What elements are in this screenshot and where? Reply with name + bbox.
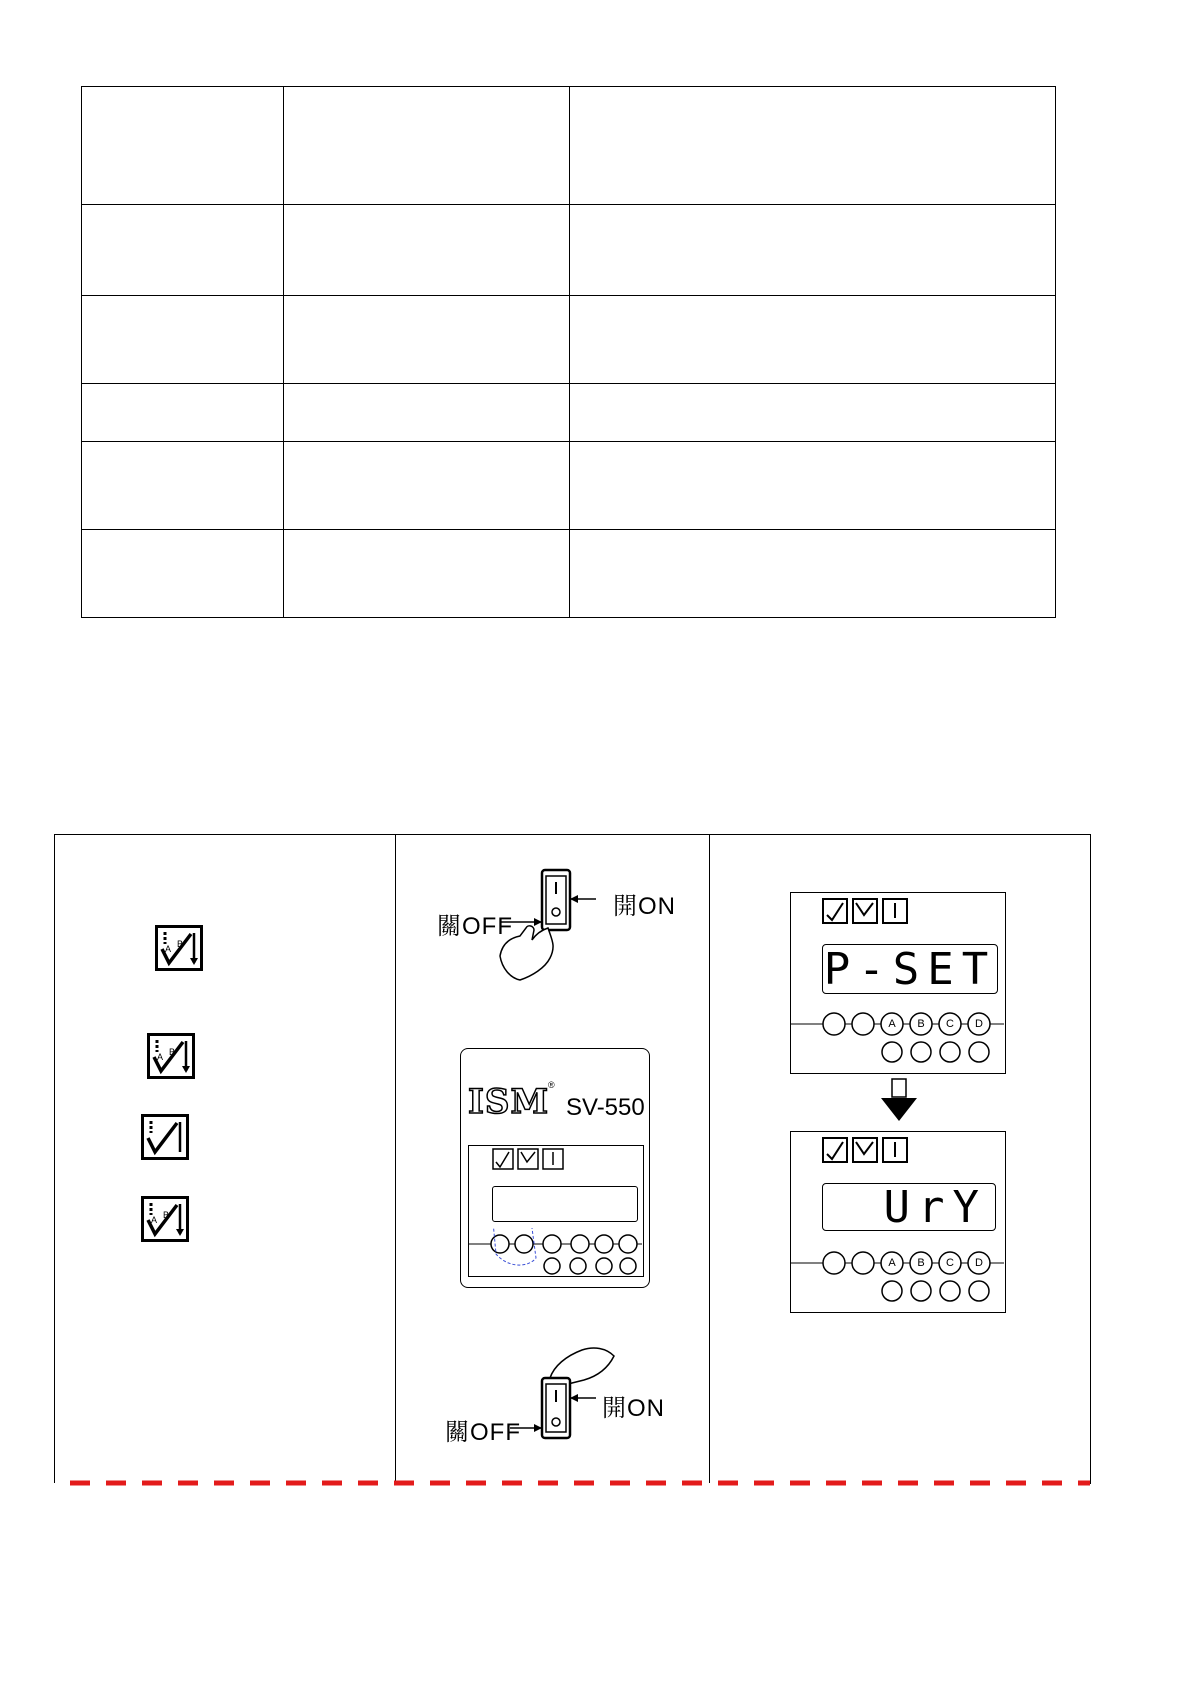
table-cell [82,384,284,442]
pattern-label-a: A [157,1052,164,1062]
table-cell [570,384,1056,442]
switch-on-label: 開ON [613,893,676,920]
mode-key-icons [822,1137,908,1163]
lcd-display [822,944,998,994]
table-row [82,442,1056,530]
table-cell [82,205,284,296]
table-cell [570,205,1056,296]
table-cell [284,442,570,530]
table-row [82,296,1056,384]
brand-logo: ISM [468,1082,550,1122]
table-row [82,87,1056,205]
pattern-icon [155,925,203,971]
mode-key-icons [492,1148,566,1170]
switch-off-label: 關OFF [437,913,513,940]
empty-table [81,86,1056,618]
pattern-label-b: B [169,1047,176,1057]
pattern-label-b: B [163,1210,170,1220]
lcd-text: UrY [883,1181,987,1233]
arrow-down-icon [879,1078,919,1122]
key-b-label: B [917,1257,925,1269]
key-c-label: C [946,1257,954,1269]
table-cell [570,87,1056,205]
key-b-label: B [917,1018,925,1030]
table-cell [284,530,570,618]
table-row [82,384,1056,442]
pattern-icon [141,1196,189,1242]
table-cell [570,530,1056,618]
key-row [790,1008,1004,1068]
key-c-label: C [946,1018,954,1030]
key-a-label: A [888,1018,896,1030]
panel-divider-left [54,834,55,1483]
pattern-label-b: B [177,939,184,949]
cut-line [70,1480,1090,1486]
key-d-label: D [975,1018,983,1030]
model-name: SV-550 [566,1094,645,1121]
switch-on-label: 開ON [602,1395,665,1422]
key-d-label: D [975,1257,983,1269]
table-cell [570,442,1056,530]
mode-key-icons [822,898,908,924]
key-row [468,1228,642,1278]
table-row [82,205,1056,296]
table-cell [82,530,284,618]
pattern-icon [141,1114,189,1160]
panel-divider-1 [395,834,396,1483]
pattern-label-a: A [165,944,172,954]
lcd-text: P-SET [823,943,997,995]
table-row [82,530,1056,618]
table-cell [570,296,1056,384]
lcd-display [492,1186,638,1222]
table-cell [284,205,570,296]
table-cell [284,384,570,442]
switch-off-label: 關OFF [445,1419,521,1446]
panel-divider-2 [709,834,710,1483]
pattern-label-a: A [151,1215,158,1225]
table-cell [82,442,284,530]
table-cell [82,296,284,384]
table-cell [82,87,284,205]
registered-mark: ® [548,1080,555,1090]
key-a-label: A [888,1257,896,1269]
table-cell [284,87,570,205]
pattern-icon [147,1033,195,1079]
lcd-display [822,1183,996,1231]
key-row [790,1247,1004,1307]
table-cell [284,296,570,384]
